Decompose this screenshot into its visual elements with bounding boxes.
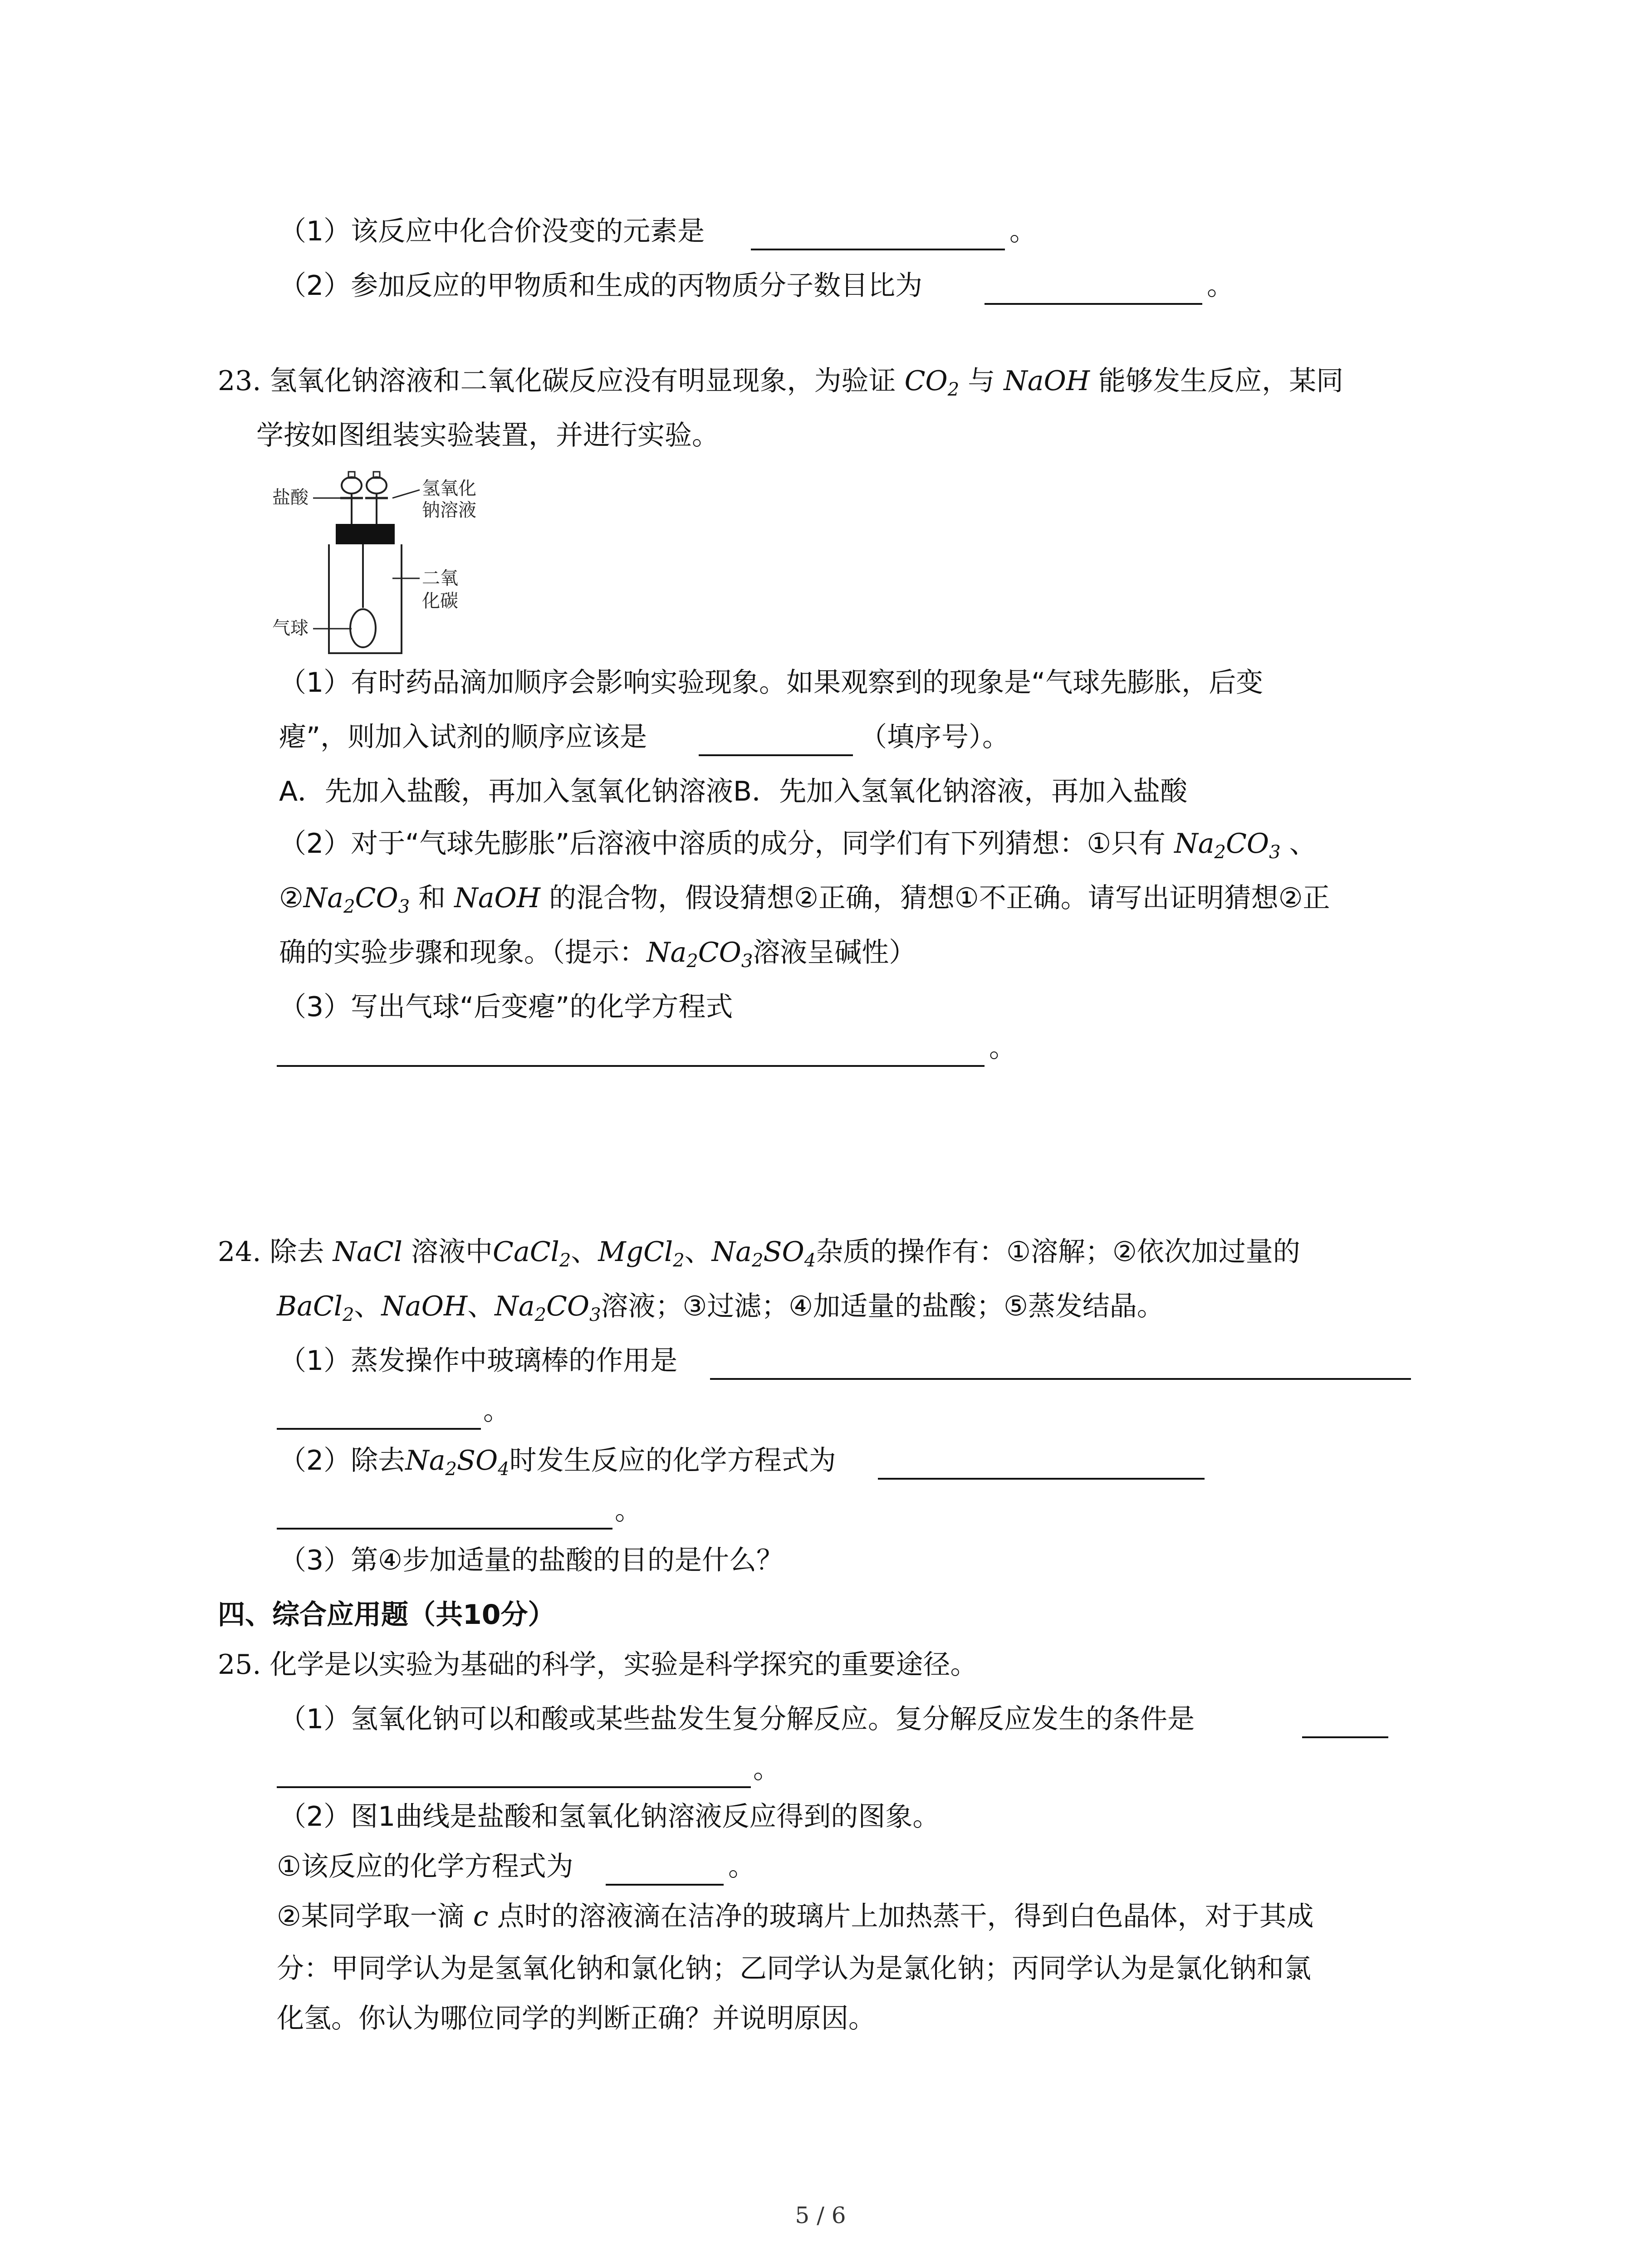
q22-sub2-answer-blank[interactable] (985, 303, 1202, 305)
chem-sub: 3 (398, 896, 410, 917)
q25-sub2b-line1 (277, 1898, 1314, 1935)
q25-sub2b-line2: 分：甲同学认为是氢氧化钠和氯化钠；乙同学认为是氯化钠；丙同学认为是氯化钠和氯 (277, 1953, 1311, 1984)
q23-sub1-line2-text: 瘪”，则加入试剂的顺序应该是 (279, 721, 647, 753)
q23-chem-na2co3-a (1174, 828, 1281, 863)
chem-part: Na (1174, 828, 1215, 860)
q24-sub1-end: 。 (483, 1395, 510, 1427)
chem-sub: 2 (751, 1250, 764, 1271)
q24-line1-text-b: 溶液中 (411, 1236, 493, 1268)
q23-sub2-line3 (279, 934, 916, 971)
q23-sub1-fill-hint: （填序号）。 (860, 721, 1009, 753)
sep: 、 (571, 1236, 598, 1268)
q23-sub2-line2-text-c: 的混合物，假设猜想②正确，猜想①不正确。请写出证明猜想②正 (549, 882, 1330, 914)
label-naoh-line1: 氢氧化 (422, 478, 476, 499)
q22-sub2-text: （2）参加反应的甲物质和生成的丙物质分子数目比为 (279, 270, 923, 302)
chem-part: Na (495, 1290, 535, 1322)
q23-sub2-line1-text: （2）对于“气球先膨胀”后溶液中溶质的成分，同学们有下列猜想：①只有 (279, 828, 1166, 860)
chem-sub: 2 (445, 1459, 457, 1480)
q23-number: 23. (218, 365, 261, 397)
chem-sub: 2 (673, 1250, 685, 1271)
chem-sub: 2 (1214, 842, 1226, 863)
q24-chem-bacl2 (277, 1290, 354, 1325)
chem-part: CaCl (493, 1236, 559, 1268)
q23-intro-text-a: 氢氧化钠溶液和二氧化碳反应没有明显现象，为验证 (269, 365, 896, 397)
sep: 、 (354, 1290, 382, 1322)
chem-part: CO (698, 937, 741, 968)
q25-sub1-answer-blank-a[interactable] (1302, 1736, 1388, 1738)
q23-chem-naoh: NaOH (1004, 365, 1090, 397)
q23-sub2-line3-text-a: 确的实验步骤和现象。（提示： (279, 937, 647, 968)
chem-sub: 2 (343, 896, 355, 917)
chem-sub: 3 (741, 951, 753, 972)
q24-chem-na2co3 (495, 1290, 601, 1325)
chem-sub: 2 (559, 1250, 571, 1271)
chem-sub: 4 (804, 1250, 816, 1271)
chem-part: SO (456, 1445, 498, 1476)
chem-part: BaCl (277, 1290, 343, 1322)
chem-part: MgCl (598, 1236, 673, 1268)
q24-sub2-end: 。 (615, 1495, 642, 1526)
q23-chem-naoh-b: NaOH (454, 882, 541, 914)
q23-sub2-line3-text-b: 溶液呈碱性） (753, 937, 916, 968)
q23-sub2-line2-text-b: 和 (418, 882, 446, 914)
q25-sub2a-end: 。 (728, 1851, 755, 1882)
chem-part: Na (405, 1445, 446, 1476)
q23-intro-line2: 学按如图组装实验装置，并进行实验。 (256, 420, 719, 451)
q24-line1-text-c: 杂质的操作有：①溶解；②依次加过量的 (816, 1236, 1300, 1268)
q24-chem-mgcl2 (598, 1236, 685, 1271)
q23-chem-na2co3-c (647, 937, 753, 972)
q24-sub2-answer-blank-a[interactable] (878, 1478, 1205, 1480)
q24-sub2 (279, 1442, 836, 1479)
q23-sub2-line2 (279, 880, 1330, 916)
q22-sub1-answer-blank[interactable] (751, 249, 1005, 250)
q23-chem-co2-main: CO (904, 365, 948, 397)
chem-sub: 3 (1269, 842, 1281, 863)
q22-sub1-end: 。 (1009, 215, 1037, 247)
chem-sub: 2 (686, 951, 698, 972)
q24-sub3: （3）第④步加适量的盐酸的目的是什么？ (279, 1545, 784, 1576)
q22-sub1 (279, 213, 705, 249)
q23-sub1-line1: （1）有时药品滴加顺序会影响实验现象。如果观察到的现象是“气球先膨胀，后变 (279, 667, 1264, 699)
apparatus-diagram (272, 463, 508, 662)
q25-sub1: （1）氢氧化钠可以和酸或某些盐发生复分解反应。复分解反应发生的条件是 (279, 1703, 1195, 1735)
label-hydrochloric-acid: 盐酸 (272, 487, 309, 508)
q25-intro-text: 化学是以实验为基础的科学，实验是科学探究的重要途径。 (269, 1649, 978, 1681)
q24-sub2-answer-blank-b[interactable] (277, 1528, 612, 1530)
chem-part: Na (711, 1236, 752, 1268)
q25-sub2a: ①该反应的化学方程式为 (277, 1851, 573, 1882)
q23-sub2-line2-text-a: ② (279, 882, 304, 914)
chem-part: Na (647, 937, 687, 968)
sep: 、 (684, 1236, 712, 1268)
q23-chem-co2 (904, 365, 960, 400)
chem-part: Na (303, 882, 344, 914)
q24-chem-na2so4 (711, 1236, 816, 1271)
chem-part: CO (546, 1290, 590, 1322)
q23-sub2-line1 (279, 826, 1317, 862)
sep: 、 (467, 1290, 495, 1322)
chem-part: CO (1225, 828, 1269, 860)
q25-point-c: c (473, 1901, 489, 1932)
q23-sub3-end: 。 (989, 1032, 1016, 1064)
chem-sub: 2 (342, 1305, 354, 1325)
q25-sub2b-text-a: ②某同学取一滴 (277, 1901, 465, 1932)
q23-sub3-line1: （3）写出气球“后变瘪”的化学方程式 (279, 991, 733, 1023)
q22-sub2-end: 。 (1207, 270, 1234, 302)
q24-line1 (218, 1234, 1300, 1270)
q24-sub1-answer-blank-a[interactable] (710, 1378, 1411, 1380)
q23-intro-text-c: 能够发生反应，某同 (1098, 365, 1344, 397)
chem-sub: 2 (534, 1305, 546, 1325)
q25-sub1-answer-blank-b[interactable] (277, 1786, 751, 1788)
q24-chem-naoh: NaOH (381, 1290, 468, 1322)
label-naoh-line2: 钠溶液 (422, 500, 476, 521)
q25-sub2a-answer-blank[interactable] (606, 1884, 724, 1886)
q24-line1-text-a: 除去 (269, 1236, 324, 1268)
chem-part: CO (355, 882, 398, 914)
q23-sub1-answer-blank[interactable] (699, 754, 853, 756)
label-balloon: 气球 (272, 618, 309, 639)
q25-sub2: （2）图1曲线是盐酸和氢氧化钠溶液反应得到的图象。 (279, 1801, 940, 1833)
q24-number: 24. (218, 1236, 261, 1268)
q25-sub2b-line3: 化氢。你认为哪位同学的判断正确？并说明原因。 (277, 2003, 876, 2034)
q23-chem-co2-sub: 2 (947, 379, 960, 400)
chem-sub: 3 (589, 1305, 601, 1325)
q23-sub2-comma: 、 (1289, 828, 1317, 860)
page-number: 5 / 6 (795, 2202, 846, 2229)
q24-sub2-text-b: 时发生反应的化学方程式为 (509, 1445, 836, 1476)
q24-sub1-answer-blank-b[interactable] (277, 1428, 481, 1430)
chem-sub: 4 (498, 1459, 509, 1480)
q23-options: A．先加入盐酸，再加入氢氧化钠溶液B．先加入氢氧化钠溶液，再加入盐酸 (279, 776, 1188, 807)
balloon-icon (350, 609, 376, 647)
q24-line2-text: 溶液；③过滤；④加适量的盐酸；⑤蒸发结晶。 (601, 1290, 1164, 1322)
chem-part: SO (763, 1236, 804, 1268)
q22-sub1-text: （1）该反应中化合价没变的元素是 (279, 215, 705, 247)
q24-chem-cacl2 (493, 1236, 571, 1271)
q25-intro (218, 1647, 978, 1683)
q23-chem-na2co3-b (303, 882, 410, 917)
q24-chem-nacl: NaCl (333, 1236, 402, 1268)
q24-line2 (277, 1288, 1164, 1325)
section-heading: 四、综合应用题（共10分） (218, 1599, 555, 1631)
rubber-stopper (336, 524, 395, 544)
label-co2-line1: 二氧 (422, 568, 458, 589)
q22-sub2 (279, 268, 922, 304)
q23-intro-text-b: 与 (968, 365, 995, 397)
q23-sub3-answer-blank[interactable] (277, 1065, 985, 1067)
label-co2-line2: 化碳 (422, 591, 458, 611)
q25-sub1-end: 。 (753, 1753, 780, 1785)
q23-intro-line1 (218, 363, 1343, 399)
flask-icon (329, 544, 402, 653)
q24-sub2-text-a: （2）除去 (279, 1445, 406, 1476)
q23-sub1-line2 (279, 719, 647, 755)
q25-sub2b-text-b: 点时的溶液滴在洁净的玻璃片上加热蒸干，得到白色晶体，对于其成 (497, 1901, 1314, 1932)
q24-sub2-chem-na2so4 (405, 1445, 509, 1480)
q25-number: 25. (218, 1649, 261, 1681)
q24-sub1: （1）蒸发操作中玻璃棒的作用是 (279, 1345, 678, 1377)
